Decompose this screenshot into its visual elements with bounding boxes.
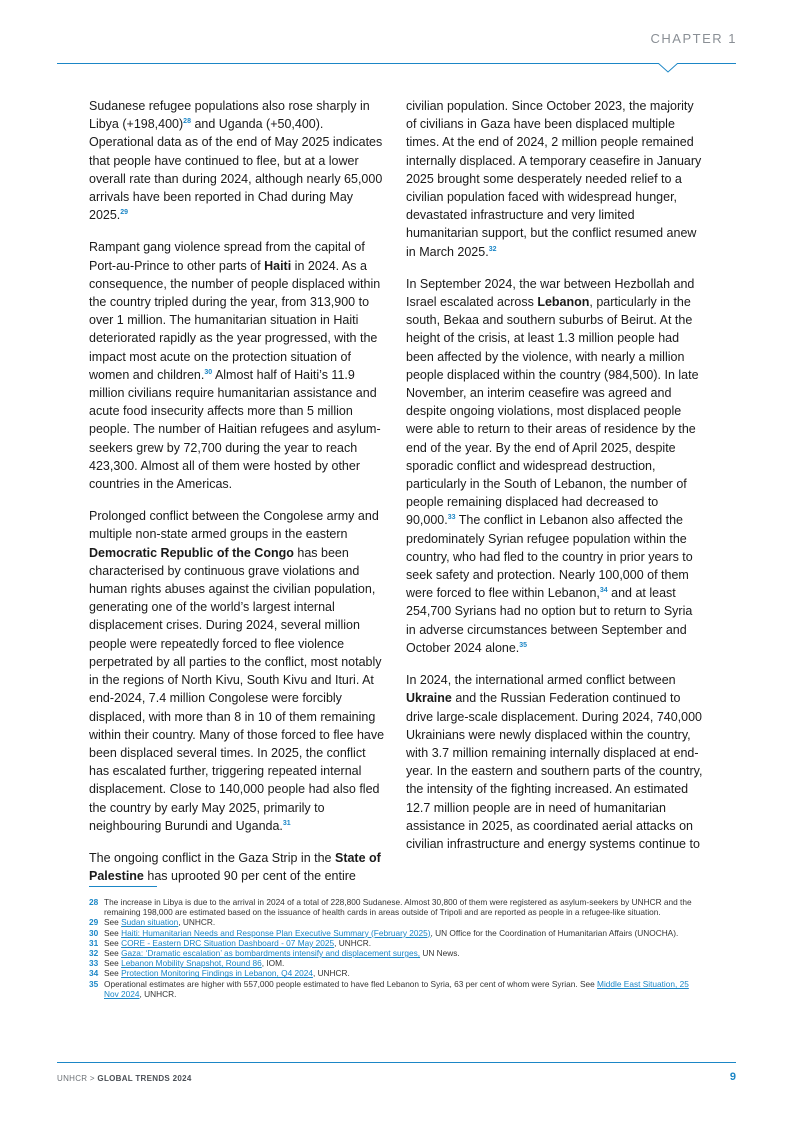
country-ukraine: Ukraine — [406, 691, 452, 706]
footnote-ref-32[interactable]: 32 — [488, 245, 497, 253]
footnote-35: 35 Operational estimates are higher with 557,000 people estimated to have fled Lebanon to Syria, 63 per cent of whom were Syrian. See Middle East Situation, 25 Nov 2024, UNHCR. — [89, 978, 689, 999]
footnote-33: 33 See Lebanon Mobility Snapshot, Round 86, IOM. — [89, 958, 285, 969]
footnote-link-35[interactable]: Middle East Situation, 25 Nov 2024 — [104, 978, 689, 999]
chapter-label: CHAPTER 1 — [650, 31, 737, 46]
paragraph-sudan: Sudanese refugee populations also rose sharply in Libya $(+198,400)^{28}$ and Uganda (+50,400). Operational data as of the end of May 2025 indicates that people have continued to flee, but at a lower overall rate than during 2024, although nearly 65,000 arrivals have been reported in Chad during May 2025.29 — [89, 99, 383, 223]
right-column — [406, 97, 704, 867]
footnote-ref-33[interactable]: 33 — [447, 514, 456, 522]
footnote-link-30[interactable]: Haiti: Humanitarian Needs and Response Plan Executive Summary (February 2025) — [121, 927, 431, 938]
paragraph-palestine: The ongoing conflict in the Gaza Strip in the State of Palestine has uprooted 90 per cent of the entire — [89, 850, 381, 884]
footnote-29: 29 See Sudan situation, UNHCR. — [89, 917, 216, 928]
header-chevron-icon — [658, 63, 678, 74]
footnote-ref-31[interactable]: 31 — [282, 819, 291, 827]
footnote-link-31[interactable]: CORE - Eastern DRC Situation Dashboard - 07 May 2025 — [121, 937, 335, 948]
paragraph-gaza: civilian population. Since October 2023, the majority of civilians in Gaza have been displaced multiple times. At the end of 2024, 2 million people remained internally displaced. A temporary ceasefire in January 2025 brought some desperately needed relief to a civilian population faced with widespread hunger, devastated infrastructure and very limited humanitarian support, but the conflict resumed anew in March 2025.32 — [406, 99, 702, 259]
footnote-31: 31 See CORE - Eastern DRC Situation Dashboard - 07 May 2025, UNHCR. — [89, 937, 372, 948]
footnote-rule — [89, 886, 157, 887]
footnote-34: 34 See Protection Monitoring Findings in Lebanon, Q4 2024, UNHCR. — [89, 968, 350, 979]
footer-breadcrumb: UNHCR > GLOBAL TRENDS 2024 — [57, 1074, 192, 1083]
footnote-ref-34[interactable]: 34 — [599, 587, 608, 595]
footnote-link-33[interactable]: Lebanon Mobility Snapshot, Round 86 — [121, 958, 262, 969]
footnote-ref-29[interactable]: 29 — [120, 209, 129, 217]
footnote-link-29[interactable]: Sudan situation — [121, 917, 179, 928]
paragraph-haiti: Rampant gang violence spread from the capital of Port-au-Prince to other parts of Haiti in 2024. As a consequence, the number of people displaced within the country tripled during the year, from 313,900 to over 1 million. The humanitarian situation in Haiti deteriorated rapidly as the year progressed, with the impact most acute on the protection situation of women and children.$^{30}$ Almost half of Haiti’s 11.9 million civilians require humanitarian assistance and acute food insecurity affects more than 5 million people. The number of Haitian refugees and asylum-seekers grew by 72,700 during the year to reach 423,300. Almost all of them were hosted by other countries in the Americas. — [89, 240, 381, 492]
header-rule — [57, 63, 736, 64]
paragraph-drc: Prolonged conflict between the Congolese army and multiple non-state armed groups in the eastern Democratic Republic of the Congo has been characterised by continuous grave violations and human rights abuses against the civilian population, generating one of the world’s largest internal displacement crises. During 2024, several million people were repeatedly forced to flee violence perpetrated by all parties to the conflict, most notably in the regions of North Kivu, South Kivu and Ituri. At end-2024, 7.4 million Congolese were forcibly displaced, with more than 8 in 10 of them remaining within their country. Many of those forced to flee have been displaced several times. In 2025, the conflict has escalated further, triggering repeated internal displacement. Close to 140,000 people had also fled the country by early May 2025, primarily to neighbouring Burundi and Uganda.$^{31}$ — [89, 509, 385, 833]
footnote-link-34[interactable]: Protection Monitoring Findings in Lebanon, Q4 2024 — [121, 968, 313, 979]
left-column — [89, 97, 387, 899]
footer-rule — [57, 1062, 736, 1063]
country-palestine: State of Palestine — [89, 850, 381, 884]
footnote-32: 32 See Gaza: ‘Dramatic escalation’ as bombardments intensify and displacement surges, UN News. — [89, 948, 460, 959]
page-number: 9 — [729, 1071, 736, 1083]
country-haiti: Haiti — [264, 258, 292, 273]
paragraph-ukraine: In 2024, the international armed conflict between Ukraine and the Russian Federation continued to drive large-scale displacement. During 2024, 740,000 Ukrainians were newly displaced within the country, with 3.7 million remaining internally displaced at end-year. In the eastern and southern parts of the country, the intensity of the fighting increased. An estimated 12.7 million people are in need of humanitarian assistance in 2025, as coordinated aerial attacks on civilian infrastructure and energy systems continue to — [406, 673, 703, 851]
footnote-ref-30[interactable]: 30 — [204, 368, 213, 376]
footnote-28: 28 The increase in Libya is due to the arrival in 2024 of a total of 228,800 Sudanese. Almost 30,800 of them were registered as asylum-seekers by UNHCR and the remaining 198,000 are estimated based on the issuance of health cards in areas outside of Tripoli and are reported as people in a refugee-like situation. — [89, 897, 692, 918]
country-drc: Democratic Republic of the Congo — [89, 545, 294, 560]
country-lebanon: Lebanon — [537, 295, 590, 310]
footnotes — [89, 897, 701, 999]
footnote-30: 30 See Haiti: Humanitarian Needs and Response Plan Executive Summary (February 2025), UN Office for the Coordination of Humanitarian Affairs (UNOCHA). — [89, 927, 679, 938]
footnote-ref-28[interactable]: 28 — [183, 118, 191, 126]
footnote-ref-35[interactable]: 35 — [519, 641, 528, 649]
footnote-link-32[interactable]: Gaza: ‘Dramatic escalation’ as bombardments intensify and displacement surges, — [121, 948, 421, 959]
paragraph-lebanon: In September 2024, the war between Hezbollah and Israel escalated across Lebanon, particularly in the south, Bekaa and southern suburbs of Beirut. At the height of the crisis, at least 1.3 million people had been affected by the violence, with nearly a million people displaced within the country (984,500). In late November, an interim ceasefire was agreed and despite ongoing violations, most displaced people were able to return to their areas of residence by the end of the year. By the end of April 2025, despite sporadic conflict and widespread destruction, particularly in the South of Lebanon, the number of people remaining displaced had decreased to 90,000.33 The conflict in Lebanon also affected the predominately Syrian refugee population within the country, who had fled to the country in prior years to seek safety and protection. Nearly 100,000 of them were forced to flee within Lebanon,$^{34}$ and at least 254,700 Syrians had no option but to return to Syria in adverse circumstances between September and October 2024 alone.$^{35}$ — [406, 276, 699, 655]
